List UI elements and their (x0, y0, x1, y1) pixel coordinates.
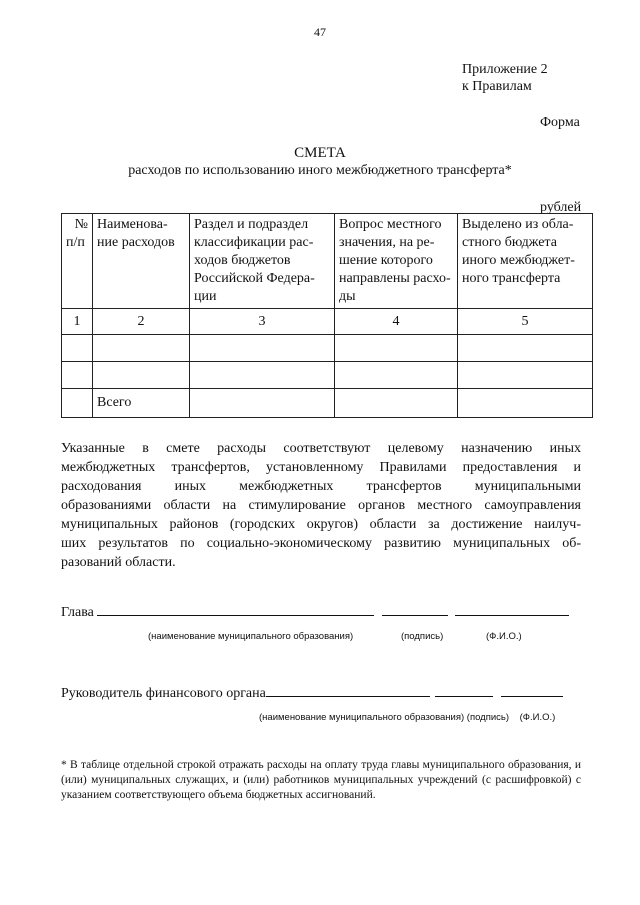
table-cell (62, 389, 93, 418)
header-text: Российской Федера- (194, 271, 315, 286)
header-text: ды (339, 289, 356, 304)
header-text: ции (194, 289, 217, 304)
table-cell (335, 335, 458, 362)
column-number: 5 (458, 309, 593, 335)
header-text: Раздел и подраздел (194, 217, 309, 232)
header-text: ного трансферта (462, 271, 561, 286)
header-cell-classification (190, 214, 335, 309)
table-cell (62, 362, 93, 389)
table-cell (190, 362, 335, 389)
header-text: значения, на ре- (339, 235, 435, 250)
head-caption-name: (наименование муниципального образования) (148, 631, 354, 642)
footnote: * В таблице отдельной строкой отражать расходы на оплату труда главы муниципального образования, и (или) муниципальных служащих, и (или) работников муниципальных учреждений (с расшифровкой) с указанием соответствующего объема бюджетных ассигнований. (61, 759, 581, 801)
document-title: СМЕТА (294, 145, 346, 161)
header-text: классификации рас- (194, 235, 314, 250)
header-text: ходов бюджетов (194, 253, 291, 268)
head-caption-fio: (Ф.И.О.) (486, 631, 522, 642)
appendix-label (462, 61, 548, 95)
table-cell (335, 389, 458, 418)
estimate-table (61, 213, 593, 418)
header-text: Выделено из обла- (462, 217, 574, 232)
header-text: Наименова- (97, 217, 168, 232)
form-label: Форма (540, 115, 580, 130)
table-row (62, 362, 593, 389)
column-number: 3 (190, 309, 335, 335)
finance-label: Руководитель финансового органа (61, 686, 266, 701)
header-text: иного межбюджет- (462, 253, 575, 268)
finance-sign-field (435, 684, 493, 697)
finance-name-field (266, 684, 430, 697)
table-cell (335, 362, 458, 389)
header-cell-number (62, 214, 93, 309)
total-label: Всего (93, 389, 190, 418)
head-fio-field (455, 603, 569, 616)
units-label: рублей (540, 200, 582, 215)
table-row (62, 335, 593, 362)
header-text: направлены расхо- (339, 271, 451, 286)
head-sign-field (382, 603, 448, 616)
table-cell (458, 335, 593, 362)
page-number: 47 (314, 25, 326, 39)
head-name-field (97, 603, 374, 616)
table-cell (458, 389, 593, 418)
head-caption-sign: (подпись) (401, 631, 444, 642)
table-cell (93, 335, 190, 362)
table-cell (62, 335, 93, 362)
finance-signature-line (61, 684, 563, 702)
document-subtitle: расходов по использованию иного межбюджетного трансферта* (128, 163, 512, 178)
head-label: Глава (61, 605, 94, 620)
header-text: п/п (66, 235, 85, 250)
column-number: 1 (62, 309, 93, 335)
header-cell-allocated (458, 214, 593, 309)
table-cell (190, 335, 335, 362)
column-number: 2 (93, 309, 190, 335)
header-text: шение которого (339, 253, 433, 268)
table-cell (190, 389, 335, 418)
finance-fio-field (501, 684, 563, 697)
body-line: Указанные в смете расходы соответствуют целевому назначению иных (61, 441, 581, 456)
table-cell (93, 362, 190, 389)
body-paragraph (61, 439, 581, 572)
header-text: Вопрос местного (339, 217, 442, 232)
column-number: 4 (335, 309, 458, 335)
header-cell-name (93, 214, 190, 309)
table-cell (458, 362, 593, 389)
body-line: межбюджетных трансфертов, установленному Правилами предоставления и (61, 460, 581, 475)
head-signature-line (61, 603, 569, 621)
body-line: разований области. (61, 555, 176, 570)
body-line: расходования иных межбюджетных трансфертов муниципальными (61, 479, 581, 494)
table-header-row (62, 214, 593, 309)
body-line: муниципальных районов (городских округов) области за достижение наилуч- (61, 517, 581, 532)
body-line: ших результатов по социально-экономическому развитию муниципальных об- (61, 536, 581, 551)
finance-captions: (наименование муниципального образования) (подпись) (Ф.И.О.) (259, 712, 556, 723)
body-line: образованиями области на стимулирование органов местного самоуправления (61, 498, 581, 513)
appendix-line-1: Приложение 2 (462, 62, 548, 77)
header-text: стного бюджета (462, 235, 557, 250)
header-text: № (74, 217, 88, 232)
appendix-line-2: к Правилам (462, 79, 532, 94)
total-row (62, 389, 593, 418)
header-text: ние расходов (97, 235, 175, 250)
header-cell-local-issue (335, 214, 458, 309)
column-number-row (62, 309, 593, 335)
